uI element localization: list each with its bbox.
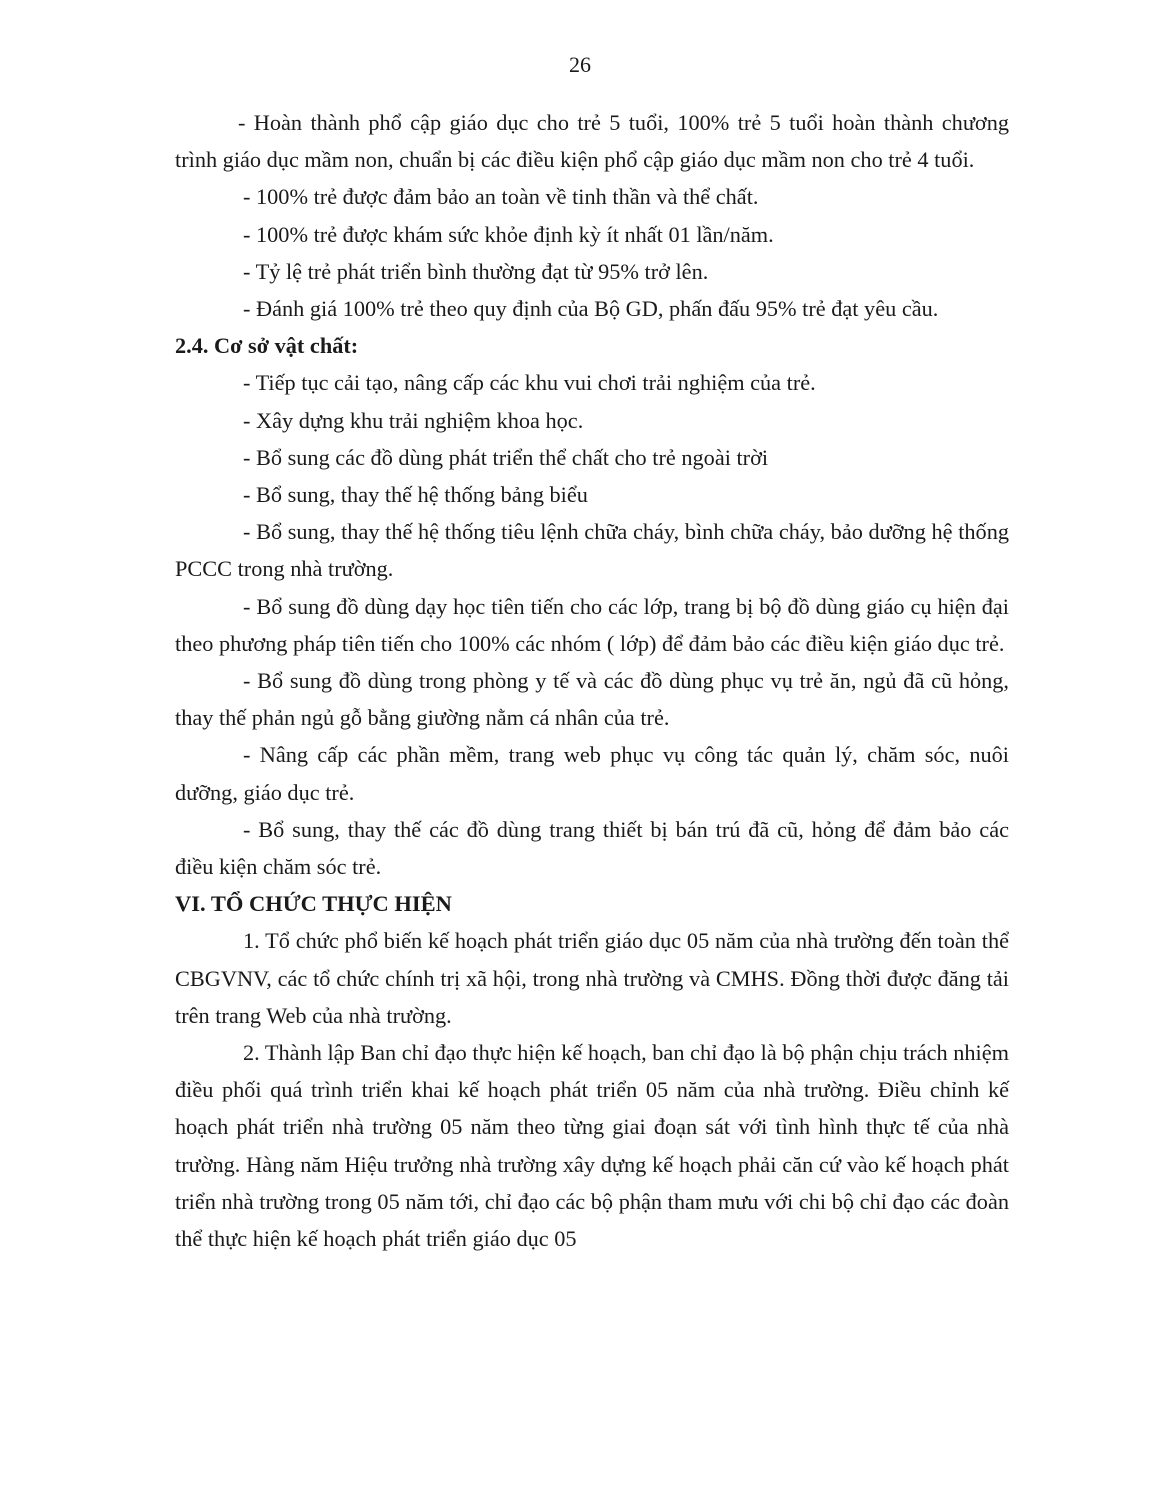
paragraph-assessment: - Đánh giá 100% trẻ theo quy định của Bộ GD, phấn đấu 95% trẻ đạt yêu cầu. [243, 296, 939, 322]
facilities-item: - Bổ sung, thay thế các đồ dùng trang thiết bị bán trú đã cũ, hỏng để đảm bảo các điều kiện chăm sóc trẻ. [175, 816, 1009, 880]
facilities-item: - Bổ sung, thay thế hệ thống tiêu lệnh chữa cháy, bình chữa cháy, bảo dưỡng hệ thống PCCC trong nhà trường. [175, 519, 1009, 582]
facilities-item: - Bổ sung các đồ dùng phát triển thể chất cho trẻ ngoài trời [243, 444, 769, 470]
document-body [175, 104, 1009, 1257]
paragraph-health-check: - 100% trẻ được khám sức khỏe định kỳ ít nhất 01 lần/năm. [243, 221, 774, 247]
facilities-item: - Bổ sung, thay thế hệ thống bảng biểu [243, 482, 588, 508]
paragraph-safety: - 100% trẻ được đảm bảo an toàn về tinh thần và thể chất. [243, 184, 759, 210]
facilities-item: - Xây dựng khu trải nghiệm khoa học. [243, 407, 584, 433]
facilities-item: - Tiếp tục cải tạo, nâng cấp các khu vui chơi trải nghiệm của trẻ. [243, 370, 816, 396]
page-number: 26 [569, 52, 591, 77]
paragraph-development-rate: - Tỷ lệ trẻ phát triển bình thường đạt từ 95% trở lên. [243, 258, 709, 284]
facilities-item: - Nâng cấp các phần mềm, trang web phục vụ công tác quản lý, chăm sóc, nuôi dưỡng, giáo dục trẻ. [175, 742, 1009, 805]
paragraph-universal-education: - Hoàn thành phổ cập giáo dục cho trẻ 5 tuổi, 100% trẻ 5 tuổi hoàn thành chương trình giáo dục mầm non, chuẩn bị các điều kiện phổ cập giáo dục mầm non cho trẻ 4 tuổi. [175, 110, 1009, 173]
implementation-item: 2. Thành lập Ban chỉ đạo thực hiện kế hoạch, ban chỉ đạo là bộ phận chịu trách nhiệm điều phối quá trình triển khai kế hoạch phát triển 05 năm của nhà trường. Điều chỉnh kế hoạch phát triển nhà trường 05 năm theo từng giai đoạn sát với tình hình thực tế của nhà trường. Hàng năm Hiệu trưởng nhà trường xây dựng kế hoạch phải căn cứ vào kế hoạch phát triển nhà trường trong 05 năm tới, chỉ đạo các bộ phận tham mưu với chi bộ chỉ đạo các đoàn thể thực hiện kế hoạch phát triển giáo dục 05 [175, 1040, 1009, 1252]
section-heading-facilities: 2.4. Cơ sở vật chất: [175, 333, 359, 359]
implementation-item: 1. Tổ chức phổ biến kế hoạch phát triển giáo dục 05 năm của nhà trường đến toàn thể CBGVNV, các tổ chức chính trị xã hội, trong nhà trường và CMHS. Đồng thời được đăng tải trên trang Web của nhà trường. [175, 928, 1009, 1028]
facilities-item: - Bổ sung đồ dùng dạy học tiên tiến cho các lớp, trang bị bộ đồ dùng giáo cụ hiện đại theo phương pháp tiên tiến cho 100% các nhóm ( lớp) để đảm bảo các điều kiện giáo dục trẻ. [175, 593, 1009, 656]
facilities-item: - Bổ sung đồ dùng trong phòng y tế và các đồ dùng phục vụ trẻ ăn, ngủ đã cũ hỏng, thay thế phản ngủ gỗ bằng giường nằm cá nhân của trẻ. [175, 668, 1009, 731]
section-heading-implementation: VI. TỔ CHỨC THỰC HIỆN [175, 891, 452, 917]
